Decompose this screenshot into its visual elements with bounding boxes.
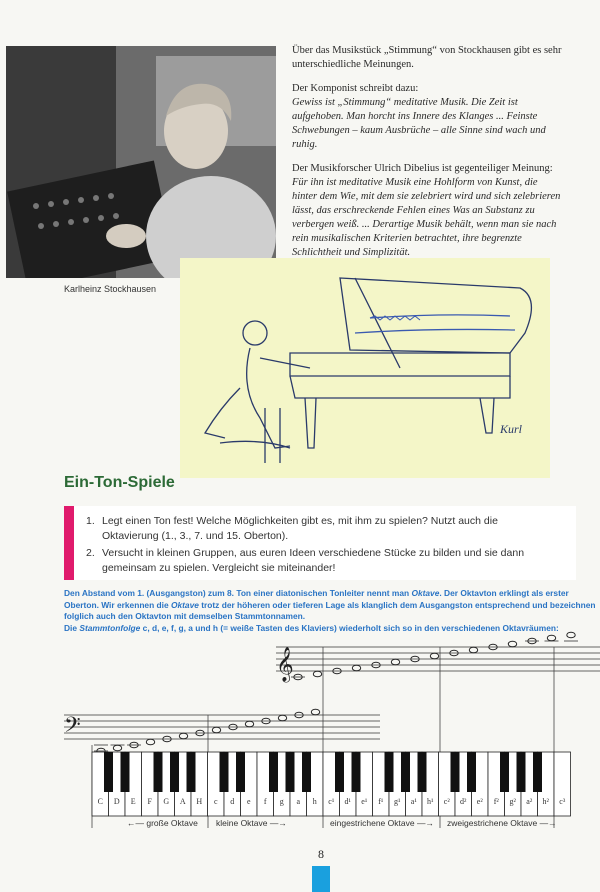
black-key [533,752,542,792]
whole-note [311,709,319,715]
key-label: g¹ [394,797,401,806]
key-label: F [147,797,152,806]
section-heading: Ein-Ton-Spiele [64,474,175,491]
black-key [385,752,394,792]
black-key [236,752,245,792]
dibelius-quote: Für ihn ist meditative Musik eine Hohlform von Kunst, die hinter dem Wie, mit dem sie zelebriert wird und sich zelebrieren lässt, das erschreckende Fehlen eines Was an Substanz zu verbergen weiß. ... Derartige Musik behält, wenn man sie nach rein musikalischen Kriterien betrachtet, ihre begrenzte Schlichtheit und Simplizität. [292,177,561,258]
black-key [335,752,344,792]
theory-term: Stammtonfolge [79,622,141,633]
key-label: G [163,797,170,806]
whole-note [313,671,321,677]
theory-term: Oktave [411,588,440,598]
bass-notes [94,709,320,754]
whole-note [352,665,360,671]
key-label: e [246,797,251,806]
theory-term: Oktave [170,599,199,610]
whole-note [278,715,286,721]
black-key [352,752,361,792]
key-label: H [196,797,203,806]
key-label: D [113,797,120,806]
octave-label: eingestrichene Oktave —→ [330,818,434,828]
key-label: a [296,797,301,806]
key-label: C [97,797,103,806]
white-key [554,752,571,816]
task-text: Legt einen Ton fest! Welche Möglichkeiten gibt es, mit ihm zu spielen? Nutzt auch die Oktavierung (1., 3., 7. und 15. Oberton). [102,515,498,542]
black-key [170,752,179,792]
piano-keyboard [92,752,571,816]
black-key [401,752,410,792]
black-key [451,752,460,792]
key-label: E [130,797,136,806]
black-key [220,752,229,792]
whole-note [113,745,121,751]
black-key [104,752,113,792]
theory-text: trotz der höheren oder tieferen Lage als klanglich dem Ausgangston entsprechend und bezeichnen folglich auch den Oktavton mit demselben Stammtonnamen. [64,599,596,621]
key-label: a¹ [410,797,417,806]
key-label: d [230,797,235,806]
black-key [467,752,476,792]
key-label: h¹ [427,797,434,806]
dibelius-lead: Der Musikforscher Ulrich Dibelius ist gegenteiliger Meinung: [292,163,553,174]
treble-notes [291,632,578,680]
key-label: d¹ [344,797,351,806]
page-tab-marker [312,866,330,892]
artist-signature: Kurl [500,422,523,436]
bass-staff [64,715,380,739]
whole-note [212,727,220,733]
bass-clef-icon: 𝄢 [64,713,81,743]
task-number: 2. [86,547,95,559]
intro-paragraph-1: Über das Musikstück „Stimmung“ von Stockhausen gibt es sehr unterschiedliche Meinungen. [292,45,562,70]
whole-note [430,653,438,659]
key-label: f [263,797,267,806]
whole-note [567,632,575,638]
black-key [187,752,196,792]
task-text: Versucht in kleinen Gruppen, aus euren Ideen verschiedene Stücke zu bilden und sie dann gemeinsam zu spielen. Vergleicht sie miteinander! [102,547,525,574]
key-label: f¹ [378,797,384,806]
octave-label: ←— große Oktave [127,818,198,828]
key-label: g² [509,797,516,806]
key-label: e¹ [361,797,368,806]
theory-text: Den Abstand vom 1. (Ausgangston) zum 8. Ton einer diatonischen Tonleiter nennt man [64,588,412,598]
key-label: f² [493,797,499,806]
whole-note [179,733,187,739]
whole-note [508,641,516,647]
theory-text: c, d, e, f, g, a und h (= weiße Tasten des Klaviers) wiederholt sich so in den verschiedenen Oktavräumen: [140,622,559,633]
whole-note [547,635,555,641]
whole-note [245,721,253,727]
black-key [286,752,295,792]
whole-note [146,739,154,745]
key-label: h [312,797,317,806]
black-key [500,752,509,792]
key-label: d² [460,797,467,806]
black-key [269,752,278,792]
task-number: 1. [86,515,95,527]
key-label: c [213,797,218,806]
key-label: A [179,797,186,806]
whole-note [391,659,399,665]
theory-text: Die [64,622,80,633]
key-label: c¹ [328,797,335,806]
key-label: a² [526,797,533,806]
key-label: h² [542,797,549,806]
treble-staff [276,647,600,671]
black-key [418,752,427,792]
key-label: g [279,797,284,806]
treble-clef-icon: 𝄞 [276,647,294,682]
page-number: 8 [318,847,324,861]
key-label: c² [443,797,450,806]
photo-caption: Karlheinz Stockhausen [64,284,157,294]
black-key [154,752,163,792]
composer-quote: Gewiss ist „Stimmung“ meditative Musik. Die Zeit ist aufgehoben. Man horcht ins Innere des Klanges ... Feinste Schwebungen – kaum Ausbrüche – alle Sinne sind wach und ruhig. [292,97,546,150]
black-key [302,752,311,792]
key-label: c³ [559,797,566,806]
octave-label: zweigestrichene Oktave —→ [447,818,557,828]
black-key [121,752,130,792]
key-label: e² [476,797,483,806]
theory-text: . Der Oktavton erklingt als erster Oberton. Wir erkennen die [64,588,569,610]
whole-note [469,647,477,653]
black-key [517,752,526,792]
octave-label: kleine Oktave —→ [216,818,287,828]
composer-lead: Der Komponist schreibt dazu: [292,83,419,94]
